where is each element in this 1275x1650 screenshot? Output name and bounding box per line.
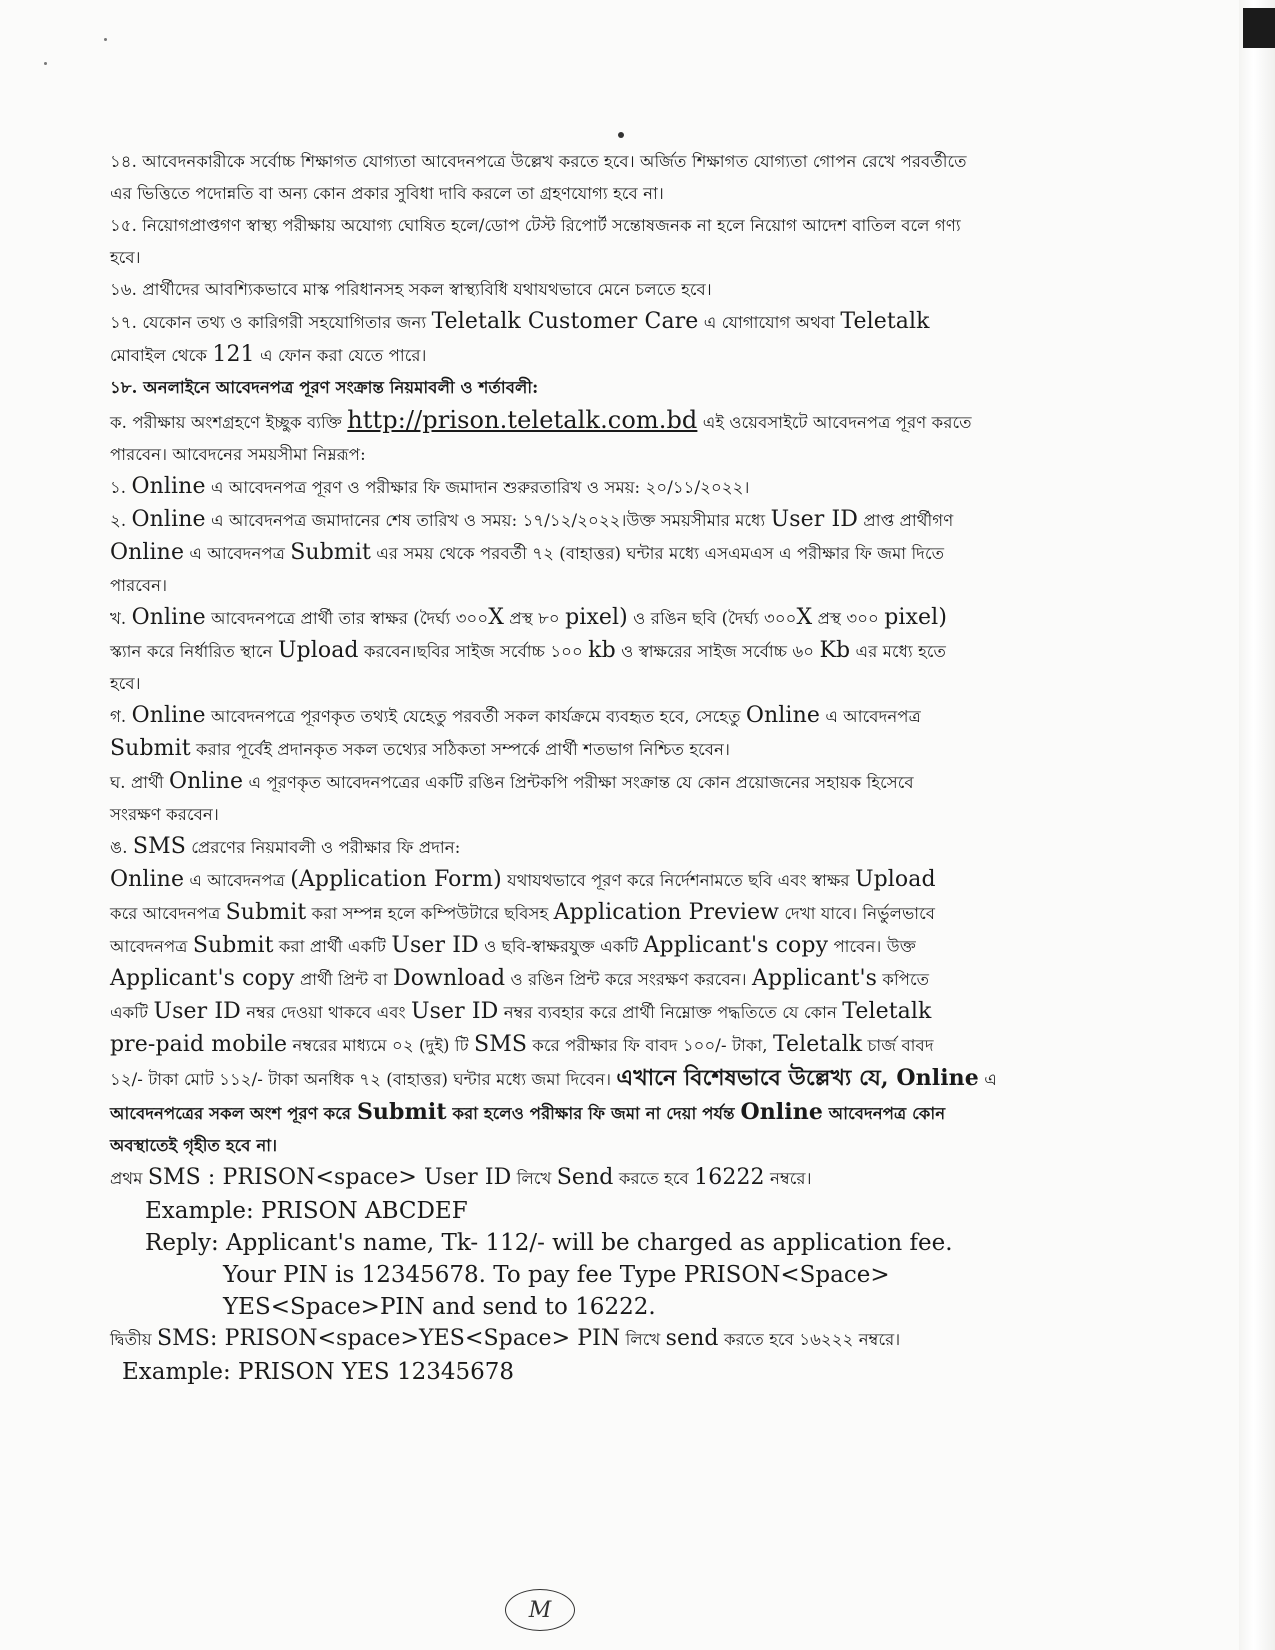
scan-speck (618, 132, 624, 138)
sms-para-line-1: Online এ আবেদনপত্র (Application Form) যথাযথভাবে পূরণ করে নির্দেশনামতে ছবি এবং স্বাক্ষর Upload (110, 867, 936, 892)
kha-line-2: স্ক্যান করে নির্ধারিত স্থানে Upload করবেন।ছবির সাইজ সর্বোচ্চ ১০০ kb ও স্বাক্ষরের সাইজ সর্বোচ্চ ৬০ Kb এর মধ্যে হতে (110, 638, 946, 663)
scan-speck (104, 38, 107, 41)
kha-line-3: হবে। (110, 674, 141, 693)
scan-speck (44, 62, 47, 65)
sms-para-line-6: pre-paid mobile নম্বরের মাধ্যমে ০২ (দুই) টি SMS করে পরীক্ষার ফি বাবদ ১০০/- টাকা, Teletalk চার্জ বাবদ (110, 1032, 934, 1057)
reply-line-2: Your PIN is 12345678. To pay fee Type PRISON<Space> (223, 1262, 890, 1288)
ka-line-1: ক. পরীক্ষায় অংশগ্রহণে ইচ্ছুক ব্যক্তি http://prison.teletalk.com.bd এই ওয়েবসাইটে আবেদনপত্র পূরণ করতে (110, 406, 972, 434)
website-link[interactable]: http://prison.teletalk.com.bd (347, 406, 698, 434)
scan-edge (1239, 0, 1275, 1650)
kha-line-1: খ. Online আবেদনপত্রে প্রার্থী তার স্বাক্ষর (দৈর্ঘ্য ৩০০X প্রস্থ ৮০ pixel) ও রঙিন ছবি (দৈর্ঘ্য ৩০০X প্রস্থ ৩০০ pixel) (110, 605, 947, 630)
item-17-line-1: ১৭. যেকোন তথ্য ও কারিগরী সহযোগিতার জন্য Teletalk Customer Care এ যোগাযোগ অথবা Teletalk (110, 309, 930, 334)
sms-para-line-7: ১২/- টাকা মোট ১১২/- টাকা অনধিক ৭২ (বাহাত্তর) ঘন্টার মধ্যে জমা দিবেন। এখানে বিশেষভাবে উল্লেখ্য যে, Online এ (110, 1065, 997, 1091)
item-15-line-1: ১৫. নিয়োগপ্রাপ্তগণ স্বাস্থ্য পরীক্ষায় অযোগ্য ঘোষিত হলে/ডোপ টেস্ট রিপোর্ট সন্তোষজনক না হলে নিয়োগ আদেশ বাতিল বলে গণ্য (110, 216, 961, 235)
schedule-2-line-2: Online এ আবেদনপত্র Submit এর সময় থেকে পরবর্তী ৭২ (বাহাত্তর) ঘন্টার মধ্যে এসএমএস এ পরীক্ষার ফি জমা দিতে (110, 540, 945, 565)
gha-line-2: সংরক্ষণ করবেন। (110, 805, 219, 824)
item-16: ১৬. প্রার্থীদের আবশ্যিকভাবে মাস্ক পরিধানসহ সকল স্বাস্থ্যবিধি যথাযথভাবে মেনে চলতে হবে। (110, 280, 712, 299)
ka-line-2: পারবেন। আবেদনের সময়সীমা নিম্নরূপ: (110, 445, 366, 464)
sms-para-line-8: আবেদনপত্রের সকল অংশ পূরণ করে Submit করা হলেও পরীক্ষার ফি জমা না দেয়া পর্যন্ত Online আবেদনপত্র কোন (110, 1099, 946, 1125)
item-18-heading: ১৮. অনলাইনে আবেদনপত্র পূরণ সংক্রান্ত নিয়মাবলী ও শর্তাবলী: (110, 378, 539, 397)
item-14-line-2: এর ভিত্তিতে পদোন্নতি বা অন্য কোন প্রকার সুবিধা দাবি করলে তা গ্রহণযোগ্য হবে না। (110, 184, 664, 203)
example-2: Example: PRISON YES 12345678 (122, 1359, 515, 1385)
schedule-2-line-3: পারবেন। (110, 576, 168, 595)
sms-para-line-9: অবস্থাতেই গৃহীত হবে না। (110, 1136, 278, 1155)
item-15-line-2: হবে। (110, 248, 141, 267)
scan-edge-mark (1243, 8, 1275, 48)
reply-line-3: YES<Space>PIN and send to 16222. (223, 1294, 656, 1320)
schedule-1: ১. Online এ আবেদনপত্র পূরণ ও পরীক্ষার ফি জমাদান শুরুরতারিখ ও সময়: ২০/১১/২০২২। (110, 474, 750, 499)
item-14-line-1: ১৪. আবেদনকারীকে সর্বোচ্চ শিক্ষাগত যোগ্যতা আবেদনপত্রে উল্লেখ করতে হবে। অর্জিত শিক্ষাগত যোগ্যতা গোপন রেখে পরবর্তীতে (110, 152, 967, 171)
example-1: Example: PRISON ABCDEF (145, 1198, 468, 1224)
schedule-2-line-1: ২. Online এ আবেদনপত্র জমাদানের শেষ তারিখ ও সময়: ১৭/১২/২০২২।উক্ত সময়সীমার মধ্যে User ID প্রাপ্ত প্রার্থীগণ (110, 507, 954, 532)
handwritten-initial (505, 1589, 575, 1631)
sms-para-line-3: আবেদনপত্র Submit করা প্রার্থী একটি User ID ও ছবি-স্বাক্ষরযুক্ত একটি Applicant's copy পাবেন। উক্ত (110, 933, 916, 958)
second-sms: দ্বিতীয় SMS: PRISON<space>YES<Space> PIN লিখে send করতে হবে ১৬২২২ নম্বরে। (110, 1326, 901, 1351)
reply-line-1: Reply: Applicant's name, Tk- 112/- will be charged as application fee. (145, 1230, 953, 1256)
sms-para-line-5: একটি User ID নম্বর দেওয়া থাকবে এবং User ID নম্বর ব্যবহার করে প্রার্থী নিম্নোক্ত পদ্ধতিতে যে কোন Teletalk (110, 999, 932, 1024)
ga-line-1: গ. Online আবেদনপত্রে পূরণকৃত তথ্যই যেহেতু পরবর্তী সকল কার্যক্রমে ব্যবহৃত হবে, সেহেতু Online এ আবেদনপত্র (110, 703, 921, 728)
gha-line-1: ঘ. প্রার্থী Online এ পূরণকৃত আবেদনপত্রের একটি রঙিন প্রিন্টকপি পরীক্ষা সংক্রান্ত যে কোন প্রয়োজনের সহায়ক হিসেবে (110, 769, 914, 794)
first-sms: প্রথম SMS : PRISON<space> User ID লিখে Send করতে হবে 16222 নম্বরে। (110, 1165, 812, 1190)
item-17-line-2: মোবাইল থেকে 121 এ ফোন করা যেতে পারে। (110, 342, 427, 367)
sms-para-line-4: Applicant's copy প্রার্থী প্রিন্ট বা Download ও রঙিন প্রিন্ট করে সংরক্ষণ করবেন। Applicant's কপিতে (110, 966, 930, 991)
document-body (110, 146, 1090, 1388)
sms-para-line-2: করে আবেদনপত্র Submit করা সম্পন্ন হলে কম্পিউটারে ছবিসহ Application Preview দেখা যাবে। নির্ভুলভাবে (110, 900, 936, 925)
ga-line-2: Submit করার পূর্বেই প্রদানকৃত সকল তথ্যের সঠিকতা সম্পর্কে প্রার্থী শতভাগ নিশ্চিত হবেন। (110, 736, 730, 761)
initial-text: M (528, 1597, 552, 1623)
uma-heading: ঙ. SMS প্রেরণের নিয়মাবলী ও পরীক্ষার ফি প্রদান: (110, 834, 461, 859)
